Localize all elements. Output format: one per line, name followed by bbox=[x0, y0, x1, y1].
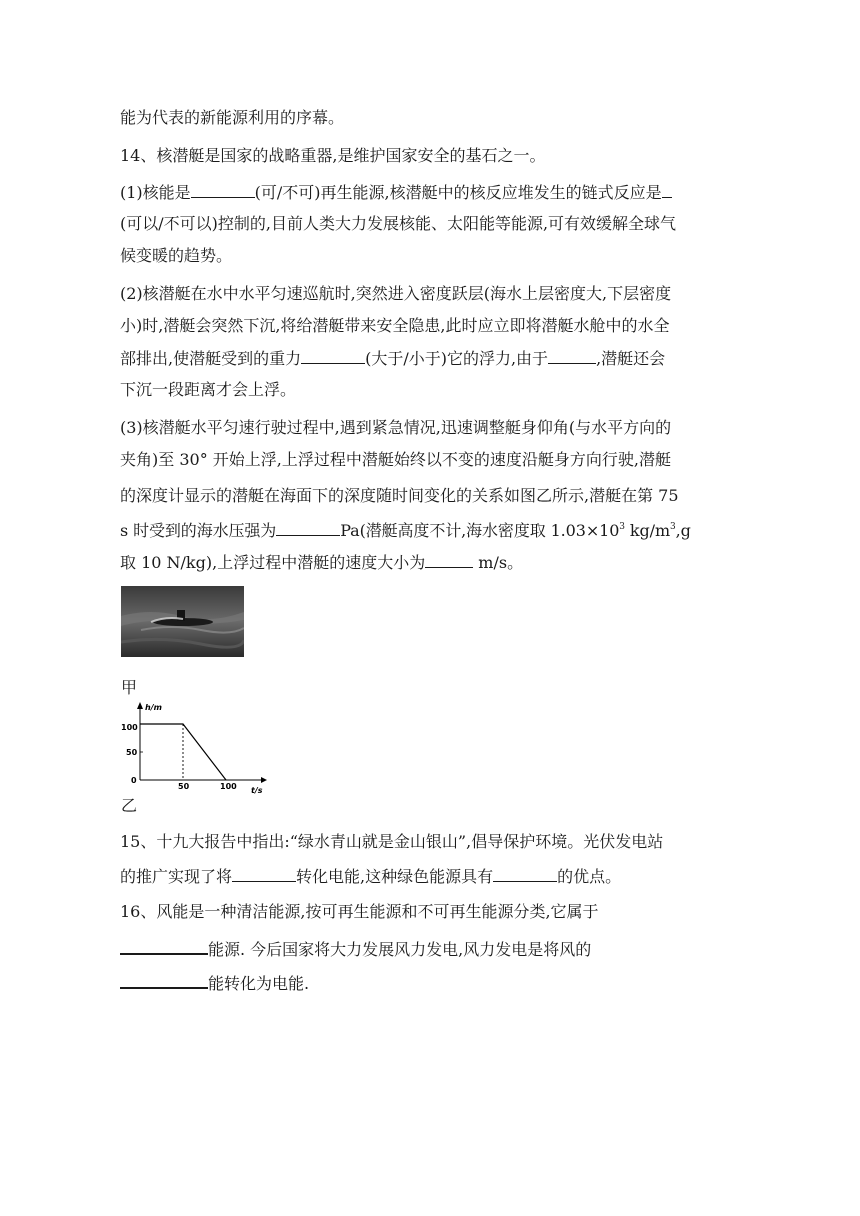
answer-blank[interactable] bbox=[232, 866, 296, 882]
text-segment: ,潜艇还会 bbox=[596, 349, 666, 368]
question-14-part2-line4: 下沉一段距离才会上浮。 bbox=[120, 380, 297, 399]
question-16-line2 bbox=[120, 938, 591, 960]
question-14-part1-line3: 候变暖的趋势。 bbox=[120, 246, 233, 265]
text-segment: s 时受到的海水压强为 bbox=[120, 521, 277, 540]
question-16-line3 bbox=[120, 972, 309, 994]
graph-marks bbox=[140, 724, 226, 780]
answer-blank[interactable] bbox=[662, 182, 672, 198]
figure-caption-jia: 甲 bbox=[121, 678, 138, 697]
text-segment: 能源. 今后国家将大力发展风力发电,风力发电是将风的 bbox=[208, 940, 592, 959]
superscript: 3 bbox=[670, 522, 676, 532]
text-segment: (1)核能是 bbox=[120, 183, 191, 202]
text-segment: 能转化为电能. bbox=[208, 974, 310, 993]
question-14-part3-line2: 夹角)至 30° 开始上浮,上浮过程中潜艇始终以不变的速度沿艇身方向行驶,潜艇 bbox=[120, 450, 671, 469]
y-tick-label: 0 bbox=[131, 776, 137, 785]
text-segment: 部排出,使潜艇受到的重力 bbox=[120, 349, 302, 368]
x-tick-label: 100 bbox=[220, 782, 237, 791]
text-segment: 取 10 N/kg),上浮过程中潜艇的速度大小为 bbox=[120, 553, 426, 572]
graph-axes bbox=[137, 702, 267, 783]
answer-blank[interactable] bbox=[548, 348, 596, 364]
y-axis-label: h/m bbox=[145, 703, 162, 712]
answer-blank[interactable] bbox=[425, 552, 473, 568]
figure-caption-yi: 乙 bbox=[121, 796, 138, 815]
question-14-part3-line1: (3)核潜艇水平匀速行驶过程中,遇到紧急情况,迅速调整艇身仰角(与水平方向的 bbox=[120, 418, 672, 437]
question-14-part3-line5 bbox=[120, 552, 523, 573]
answer-blank[interactable] bbox=[120, 938, 208, 955]
answer-blank[interactable] bbox=[493, 866, 557, 882]
question-14-part2-line1: (2)核潜艇在水中水平匀速巡航时,突然进入密度跃层(海水上层密度大,下层密度 bbox=[120, 284, 672, 303]
text-line: 能为代表的新能源利用的序幕。 bbox=[120, 108, 345, 127]
text-segment: 转化电能,这种绿色能源具有 bbox=[296, 867, 494, 886]
question-14-part2-line2: 小)时,潜艇会突然下沉,将给潜艇带来安全隐患,此时应立即将潜艇水舱中的水全 bbox=[120, 316, 670, 335]
y-axis-arrow-icon bbox=[137, 702, 143, 709]
question-15-line1: 15、十九大报告中指出:“绿水青山就是金山银山”,倡导保护环境。光伏发电站 bbox=[120, 832, 664, 851]
text-segment: (大于/小于)它的浮力,由于 bbox=[365, 349, 549, 368]
submarine-illustration bbox=[121, 586, 244, 657]
question-14-part3-line3: 的深度计显示的潜艇在海面下的深度随时间变化的关系如图乙所示,潜艇在第 75 bbox=[120, 486, 679, 505]
text-segment: 的优点。 bbox=[557, 867, 622, 886]
y-tick-label: 100 bbox=[121, 723, 138, 732]
y-tick-label: 50 bbox=[126, 748, 138, 757]
depth-time-graph bbox=[118, 700, 268, 800]
x-axis-label: t/s bbox=[251, 786, 263, 795]
superscript: 3 bbox=[619, 522, 625, 532]
submarine-photo bbox=[121, 586, 244, 657]
text-segment: (可/不可)再生能源,核潜艇中的核反应堆发生的链式反应是 bbox=[254, 183, 662, 202]
question-14-part1-line2: (可以/不可以)控制的,目前人类大力发展核能、太阳能等能源,可有效缓解全球气 bbox=[120, 214, 677, 233]
text-segment: Pa(潜艇高度不计,海水密度取 1.03×10 bbox=[340, 521, 620, 540]
answer-blank[interactable] bbox=[301, 348, 365, 364]
text-segment: m/s。 bbox=[473, 553, 524, 572]
answer-blank[interactable] bbox=[276, 520, 340, 536]
x-axis-arrow-icon bbox=[261, 777, 267, 783]
answer-blank[interactable] bbox=[120, 972, 208, 989]
text-segment: ,g bbox=[675, 521, 691, 540]
question-14-part2-line3 bbox=[120, 348, 665, 369]
question-14-stem: 14、核潜艇是国家的战略重器,是维护国家安全的基石之一。 bbox=[120, 146, 546, 165]
question-16-line1: 16、风能是一种清洁能源,按可再生能源和不可再生能源分类,它属于 bbox=[120, 902, 599, 921]
x-tick-label: 50 bbox=[178, 782, 190, 791]
question-15-line2 bbox=[120, 866, 621, 887]
text-segment: 的推广实现了将 bbox=[120, 867, 233, 886]
answer-blank[interactable] bbox=[191, 182, 255, 198]
question-14-part3-line4 bbox=[120, 520, 691, 541]
question-14-part1-line1 bbox=[120, 182, 672, 203]
text-segment: kg/m bbox=[624, 521, 671, 540]
